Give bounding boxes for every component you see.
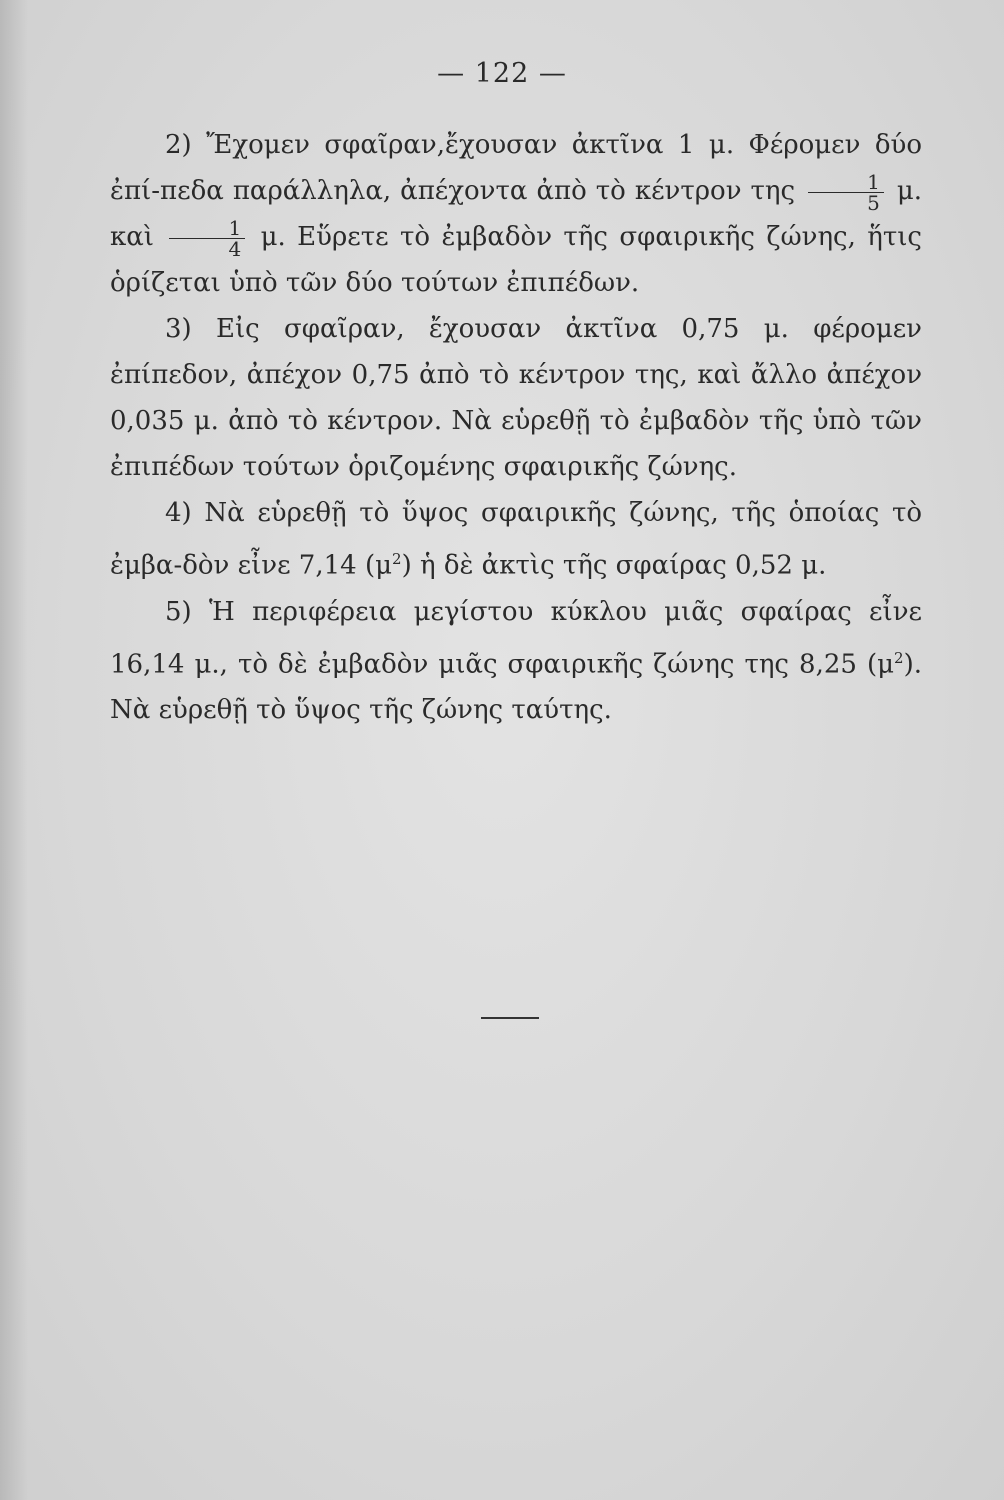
- fraction-denominator: 4: [228, 236, 242, 261]
- problem-3: 3) Εἰς σφαῖραν, ἔχουσαν ἀκτῖνα 0,75 μ. φέρομεν ἐπίπεδον, ἀπέχον 0,75 ἀπὸ τὸ κέντρον της, καὶ ἄλλο ἀπέχον 0,035 μ. ἀπὸ τὸ κέντρον. Νὰ εὑρεθῇ τὸ ἐμβαδὸν τῆς ὑπὸ τῶν ἐπιπέδων τούτων ὁριζομένης σφαιρικῆς ζώνης.: [110, 314, 922, 482]
- fraction-one-fifth: [808, 169, 884, 215]
- problem-5-text-a: 5) Ἡ περιφέρεια μεγίστου κύκλου μιᾶς σφαίρας εἶνε 16,14 μ., τὸ δὲ ἐμβαδὸν μιᾶς σφαιρικῆς ζώνης της 8,25 (μ: [110, 596, 922, 680]
- problem-4: [110, 490, 922, 589]
- problem-5-text-b: ). Νὰ εὑρεθῇ τὸ ὕψος τῆς ζώνης ταύτης.: [110, 649, 922, 726]
- section-end-rule: [481, 1017, 539, 1019]
- problem-2: [110, 122, 922, 306]
- problems-text: [110, 122, 922, 733]
- problem-2-text-b: μ. καὶ: [110, 176, 922, 252]
- problem-2-text-c: μ. Εὕρετε τὸ ἐμβαδὸν τῆς σφαιρικῆς ζώνης, ἥτις ὁρίζεται ὑπὸ τῶν δύο τούτων ἐπιπέδων.: [110, 222, 922, 298]
- fraction-numerator: 1: [169, 218, 245, 239]
- square-superscript: 2: [392, 550, 402, 568]
- problem-4-text-a: 4) Νὰ εὑρεθῇ τὸ ὕψος σφαιρικῆς ζώνης, τῆς ὁποίας τὸ ἐμβα-δὸν εἶνε 7,14 (μ: [110, 498, 922, 581]
- fraction-one-fourth: [169, 215, 245, 261]
- fraction-denominator: 5: [867, 190, 880, 215]
- square-superscript: 2: [894, 648, 904, 667]
- fraction-numerator: 1: [808, 172, 884, 193]
- problem-4-text-b: ) ἡ δὲ ἀκτὶς τῆς σφαίρας 0,52 μ.: [401, 550, 827, 581]
- page-number: — 122 —: [437, 58, 567, 89]
- problem-5: [110, 589, 922, 734]
- page-fold-shadow: [0, 0, 28, 1500]
- problem-2-text-a: 2) Ἔχομεν σφαῖραν,ἔχουσαν ἀκτῖνα 1 μ. Φέρομεν δύο ἐπί-πεδα παράλληλα, ἀπέχοντα ἀπὸ τὸ κέντρον της: [110, 130, 922, 206]
